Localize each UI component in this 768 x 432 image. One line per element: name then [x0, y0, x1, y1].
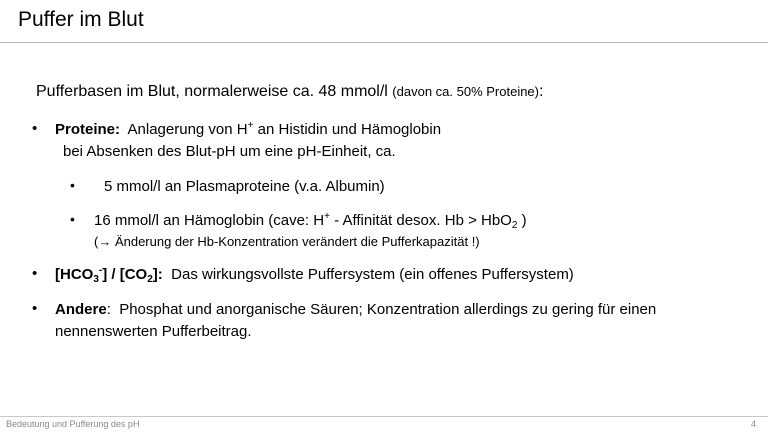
formula-part: [HCO — [55, 266, 94, 283]
bullet-proteine-line2: bei Absenken des Blut-pH um eine pH-Einheit, ca. — [63, 143, 396, 160]
slide-title: Puffer im Blut — [18, 8, 144, 31]
page-number: 4 — [750, 419, 756, 429]
footer-divider — [0, 416, 768, 417]
sub-bullet-dot: • — [70, 211, 75, 227]
bullet-andere — [55, 300, 656, 319]
bullet-text: Phosphat und anorganische Säuren; Konzentration allerdings zu gering für einen — [119, 301, 657, 318]
sub-bullet-text: - Affinität desox. Hb > HbO — [329, 212, 512, 229]
footer-title: Bedeutung und Pufferung des pH — [6, 419, 140, 429]
sub-bullet-haemoglobin — [94, 211, 527, 230]
sub-bullet-text: ) — [517, 212, 527, 229]
superscript: + — [324, 211, 330, 222]
sub-bullet-plasmaproteine: 5 mmol/l an Plasmaproteine (v.a. Albumin) — [104, 178, 385, 195]
bullet-dot: • — [32, 300, 38, 317]
subscript: 2 — [511, 220, 518, 231]
superscript: + — [247, 120, 254, 131]
bullet-proteine — [55, 120, 441, 139]
arrow-note: (→ Änderung der Hb-Konzentration verändert die Pufferkapazität !) — [94, 234, 480, 249]
bullet-text: Anlagerung von H — [127, 121, 248, 138]
title-divider — [0, 42, 768, 43]
bullet-dot: • — [32, 265, 38, 282]
subscript: 3 — [93, 274, 99, 285]
sub-bullet-text: 16 mmol/l an Hämoglobin (cave: H — [94, 212, 325, 229]
bullet-text: Das wirkungsvollste Puffersystem (ein offenes Puffersystem) — [171, 266, 574, 283]
intro-line — [36, 83, 543, 101]
bullet-heading — [55, 266, 163, 283]
bullet-heading: Proteine: — [55, 121, 121, 138]
sub-bullet-dot: • — [70, 177, 75, 193]
intro-note: (davon ca. 50% Proteine) — [392, 84, 539, 99]
bullet-andere-line2: nennenswerten Pufferbeitrag. — [55, 323, 252, 340]
bullet-text: an Histidin und Hämoglobin — [253, 121, 442, 138]
bullet-dot: • — [32, 120, 38, 137]
bullet-heading: Andere — [55, 301, 107, 318]
subscript: 2 — [147, 274, 153, 285]
superscript: - — [98, 265, 103, 276]
bullet-colon: : — [106, 301, 111, 318]
formula-part: ]: — [152, 266, 163, 283]
intro-main: Pufferbasen im Blut, normalerweise ca. 48 mmol/l — [36, 83, 393, 100]
intro-end: : — [539, 83, 544, 100]
bullet-bicarbonat — [55, 265, 574, 284]
formula-part: ] / [CO — [102, 266, 148, 283]
